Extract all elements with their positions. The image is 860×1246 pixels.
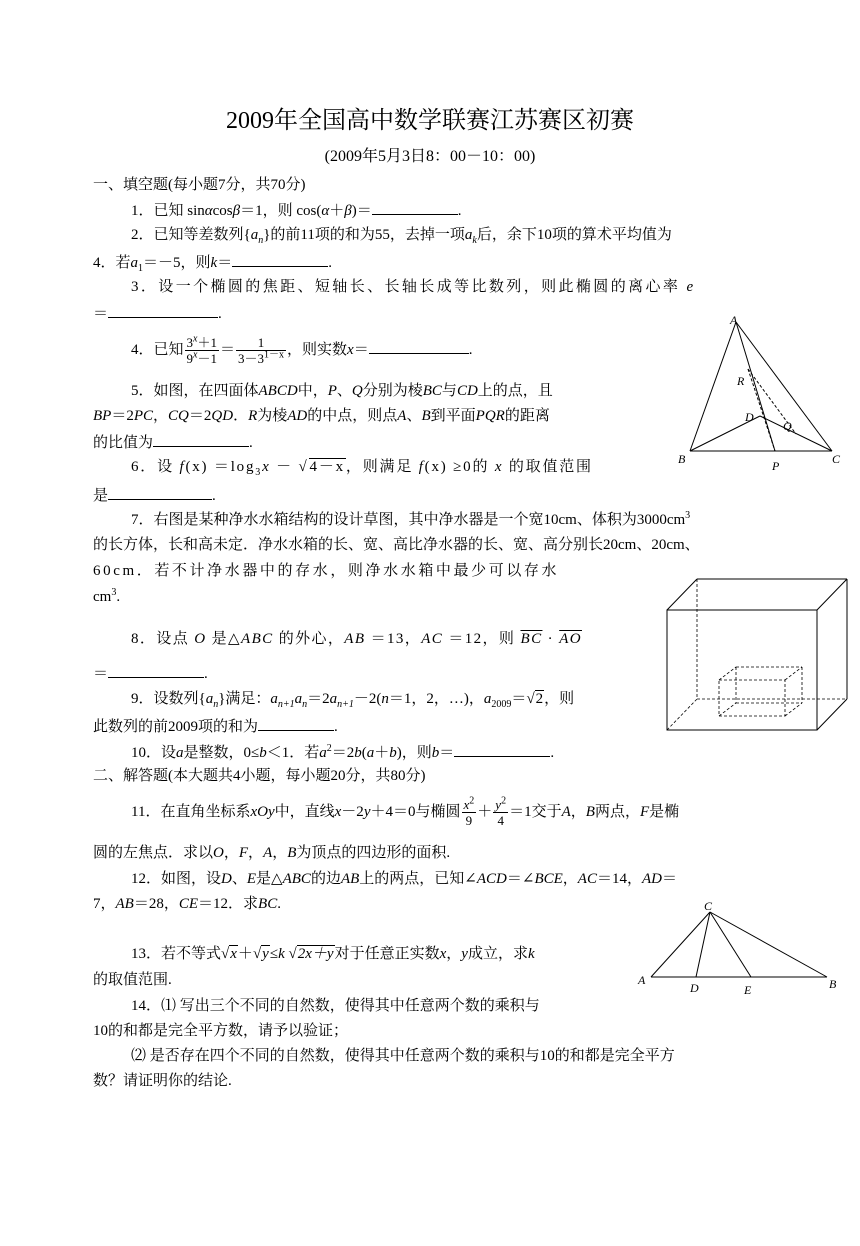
- answer-blank[interactable]: [372, 200, 458, 215]
- point-label-c: C: [704, 900, 713, 913]
- question-14-line-1: 14．⑴ 写出三个不同的自然数，使得其中任意两个数的乘积与: [131, 998, 540, 1014]
- question-12-line-1: 12．如图，设D、E是△ABC的边AB上的两点，已知∠ACD＝∠BCE，AC＝14，AD＝: [131, 871, 677, 887]
- fraction: $\frac{1}{3-3^{1-x}}$: [238, 335, 285, 367]
- question-2-line-2: 4．若$a_1=-5$，则k＝ .: [93, 252, 332, 272]
- point-label-b: B: [829, 977, 837, 991]
- section-heading-1: 一、填空题(每小题7分，共70分): [93, 177, 306, 193]
- question-4: 4．已知 $\frac{3^x+1}{9^x-1}$ ＝ $\frac{1}{3-3^{1-x}}$ ，则实数x＝ .: [131, 333, 473, 367]
- answer-blank[interactable]: [454, 742, 550, 757]
- page-title: 2009年全国高中数学联赛江苏赛区初赛: [226, 108, 634, 134]
- point-label-c: C: [832, 452, 841, 466]
- question-14-line-4: 数？请证明你的结论.: [93, 1073, 232, 1089]
- question-6-line-2: 是 .: [93, 485, 216, 505]
- question-14-line-3: ⑵ 是否存在四个不同的自然数，使得其中任意两个数的乘积与10的和都是完全平方: [131, 1048, 675, 1064]
- question-7-line-1: 7．右图是某种净水水箱结构的设计草图，其中净水器是一个宽10cm、体积为$3000cm^3$: [131, 510, 691, 528]
- answer-blank[interactable]: [369, 339, 469, 354]
- point-label-d: D: [690, 981, 699, 995]
- question-9-line-2: 此数列的前2009项的和为 .: [93, 716, 338, 736]
- point-label-q: Q: [783, 419, 792, 433]
- question-11-line-1: 11．在直角坐标系xOy中，直线x－2y＋4＝0与椭圆 $\frac{x^2}{9}$ ＋ $\frac{y^2}{4}$ ＝1交于A，B两点，F是椭: [131, 795, 680, 829]
- question-5-line-2: BP＝2PC，CQ＝2QD．R为棱AD的中点，则点A、B到平面PQR的距离: [93, 408, 550, 424]
- question-7-line-2: 的长方体，长和高未定．净水水箱的长、宽、高比净水器的长、宽、高分别长20cm、20cm、: [93, 537, 700, 553]
- fraction: $\frac{3^x+1}{9^x-1}$: [186, 333, 217, 367]
- question-7-line-4: $cm^3$.: [93, 587, 121, 605]
- point-label-p: P: [772, 459, 780, 473]
- question-3-line-1: 3．设一个椭圆的焦距、短轴长、长轴长成等比数列，则此椭圆的离心率 e: [131, 279, 696, 295]
- answer-blank[interactable]: [108, 303, 218, 318]
- fraction: $\frac{x^2}{9}$: [463, 795, 475, 829]
- water-tank-figure: [664, 575, 852, 735]
- tetrahedron-figure: [668, 310, 848, 478]
- point-label-r: R: [737, 374, 745, 388]
- question-11-line-2: 圆的左焦点．求以O，F，A，B为顶点的四边形的面积.: [93, 845, 451, 861]
- point-label-b: B: [678, 452, 686, 466]
- question-8-line-2: ＝ .: [93, 663, 208, 683]
- question-1: 1．已知 sinαcosβ＝1，则 cos(α＋β)＝ .: [131, 200, 462, 220]
- question-8-line-1: 8．设点 O 是△ABC 的外心，AB ＝13，AC ＝12，则 $\overline{BC} \cdot \overline{AO}$: [131, 631, 582, 647]
- section-heading-2: 二、解答题(本大题共4小题，每小题20分，共80分): [93, 768, 426, 784]
- question-5-line-1: 5．如图，在四面体ABCD中，P、Q分别为棱BC与CD上的点，且: [131, 383, 553, 399]
- answer-blank[interactable]: [258, 716, 334, 731]
- question-14-line-2: 10的和都是完全平方数，请予以验证；: [93, 1023, 349, 1039]
- question-10: 10．设a是整数，0≤b＜1．若$a^2=2b(a+b)$，则b＝ .: [131, 743, 555, 761]
- answer-blank[interactable]: [108, 663, 204, 678]
- exam-time: (2009年5月3日8：00－10：00): [324, 148, 536, 165]
- answer-blank[interactable]: [108, 485, 212, 500]
- question-5-line-3: 的比值为 .: [93, 432, 253, 452]
- point-label-d: D: [745, 410, 754, 424]
- point-label-a: A: [638, 973, 646, 987]
- point-label-a: A: [730, 313, 738, 327]
- question-13-line-1: 13．若不等式√x＋√y≤k √2x＋y对于任意正实数x，y成立，求k: [131, 946, 535, 962]
- question-13-line-2: 的取值范围.: [93, 972, 172, 988]
- question-2-line-1: 2．已知等差数列$\{a_n\}$的前11项的和为55，去掉一项$a_k$后，余下10项的算术平均值为: [131, 227, 672, 246]
- question-7-line-3: 60cm．若不计净水器中的存水，则净水水箱中最少可以存水: [93, 563, 560, 579]
- question-9-line-1: 9．设数列$\{a_n\}$满足：$a_{n+1}a_n=2a_{n+1}-2(n=1$，2，…)，$a_{2009}=√2$，则: [131, 691, 575, 710]
- question-12-line-2: 7，AB＝28，CE＝12．求BC.: [93, 896, 281, 912]
- point-label-e: E: [744, 983, 752, 997]
- answer-blank[interactable]: [232, 252, 328, 267]
- question-3-line-2: ＝ .: [93, 303, 222, 323]
- answer-blank[interactable]: [153, 432, 249, 447]
- fraction: $\frac{y^2}{4}$: [495, 795, 507, 829]
- triangle-figure: [634, 900, 844, 1000]
- question-6-line-1: 6．设 $f(x) =\log_3x - √4-x$，则满足 f(x) ≥0的 x 的取值范围: [131, 459, 593, 478]
